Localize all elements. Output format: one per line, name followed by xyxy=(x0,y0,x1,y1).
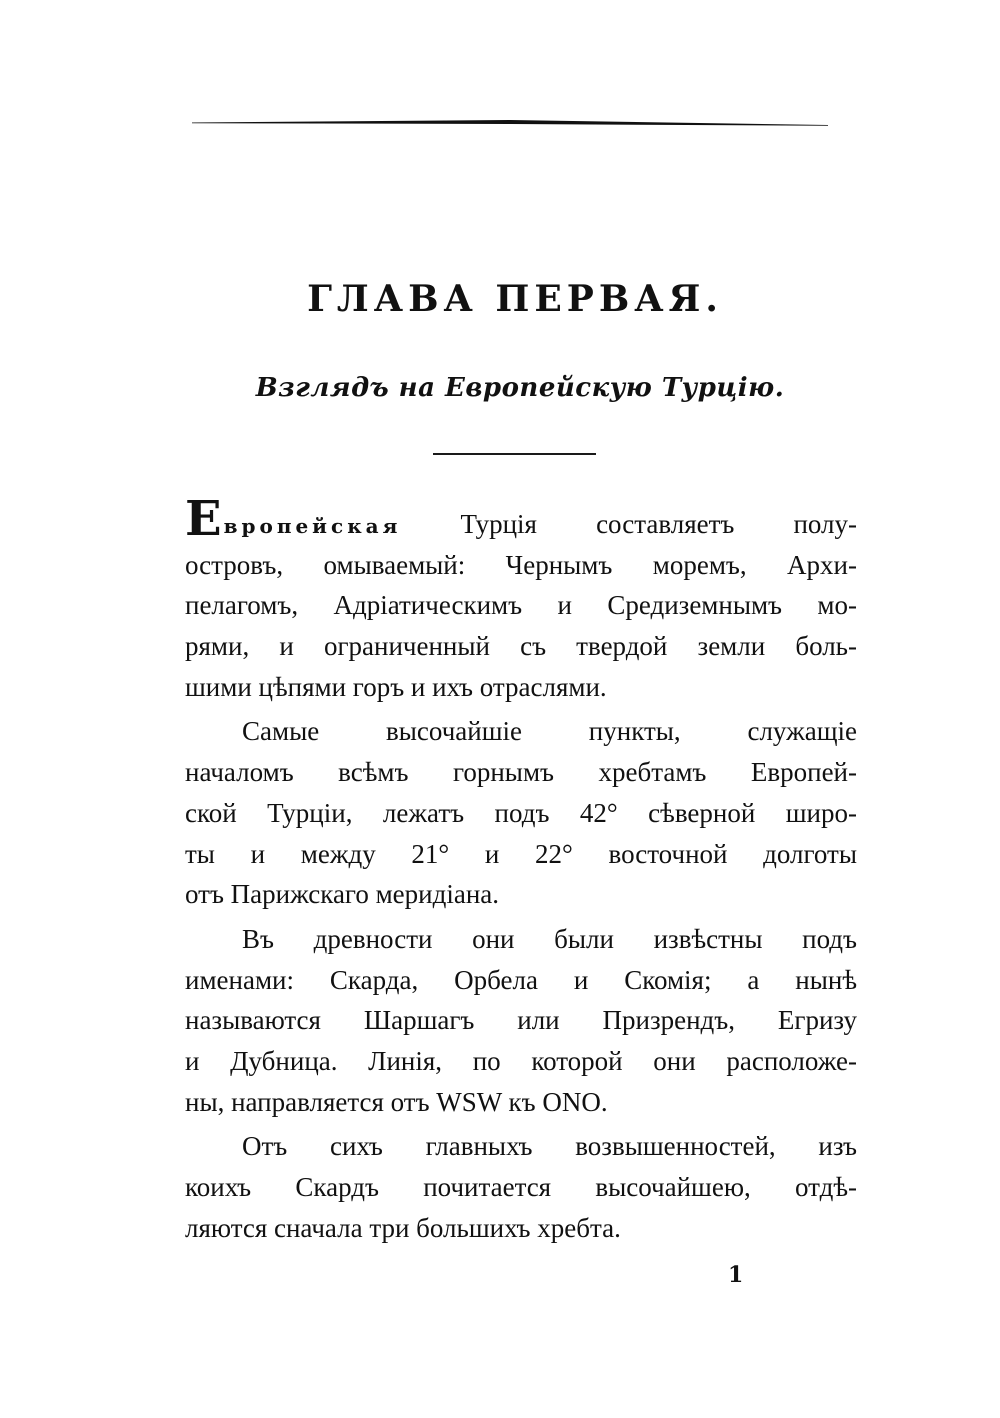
chapter-title: ГЛАВА ПЕРВАЯ. xyxy=(307,278,723,320)
small-caps-word: вропейская xyxy=(223,514,402,538)
text-line: коихъ Скардъ почитается высочайшею, отдѣ- xyxy=(185,1172,857,1202)
top-ornamental-rule xyxy=(192,119,828,127)
text-line: Отъ сихъ главныхъ возвышенностей, изъ xyxy=(242,1131,857,1162)
text-line: ляются сначала три большихъ хребта. xyxy=(185,1212,621,1243)
text-line: ской Турціи, лежатъ подъ 42° сѣверной широ- xyxy=(185,797,857,828)
drop-cap: Е xyxy=(185,491,222,547)
page-number: 1 xyxy=(728,1262,744,1288)
paragraph-4 xyxy=(185,1126,857,1248)
text-line: Самые высочайшіе пункты, служащіе xyxy=(242,716,857,747)
text-line: пелагомъ, Адріатическимъ и Средиземнымъ мо- xyxy=(185,590,857,621)
text-line: ны, направляется отъ WSW къ ONO. xyxy=(185,1086,608,1117)
text-line: Въ древности они были извѣстны подъ xyxy=(242,923,857,954)
text-line: именами: Скарда, Орбела и Скомія; а нынѣ xyxy=(185,964,857,995)
chapter-subtitle: Взглядъ на Европейскую Турцію. xyxy=(255,373,785,403)
paragraph-1 xyxy=(185,491,857,707)
paragraph-3 xyxy=(185,919,857,1122)
text-line: островъ, омываемый: Чернымъ моремъ, Архи- xyxy=(185,549,857,580)
section-divider xyxy=(433,453,596,455)
text-line: ты и между 21° и 22° восточной долготы xyxy=(185,838,857,869)
text-line: называются Шаршагъ или Призрендъ, Егризу xyxy=(185,1005,857,1036)
text-line: отъ Парижскаго меридіана. xyxy=(185,879,500,910)
body-text xyxy=(185,491,857,1248)
text-line: и Дубница. Линія, по которой они расположе- xyxy=(185,1045,857,1076)
text-line: шими цѣпями горъ и ихъ отраслями. xyxy=(185,671,607,702)
text-line: рями, и ограниченный съ твердой земли боль- xyxy=(185,631,857,662)
paragraph-2 xyxy=(185,711,857,914)
text-line: началомъ всѣмъ горнымъ хребтамъ Европей- xyxy=(185,757,857,788)
text-line: Европейская Турція составляетъ полу- xyxy=(185,491,857,547)
